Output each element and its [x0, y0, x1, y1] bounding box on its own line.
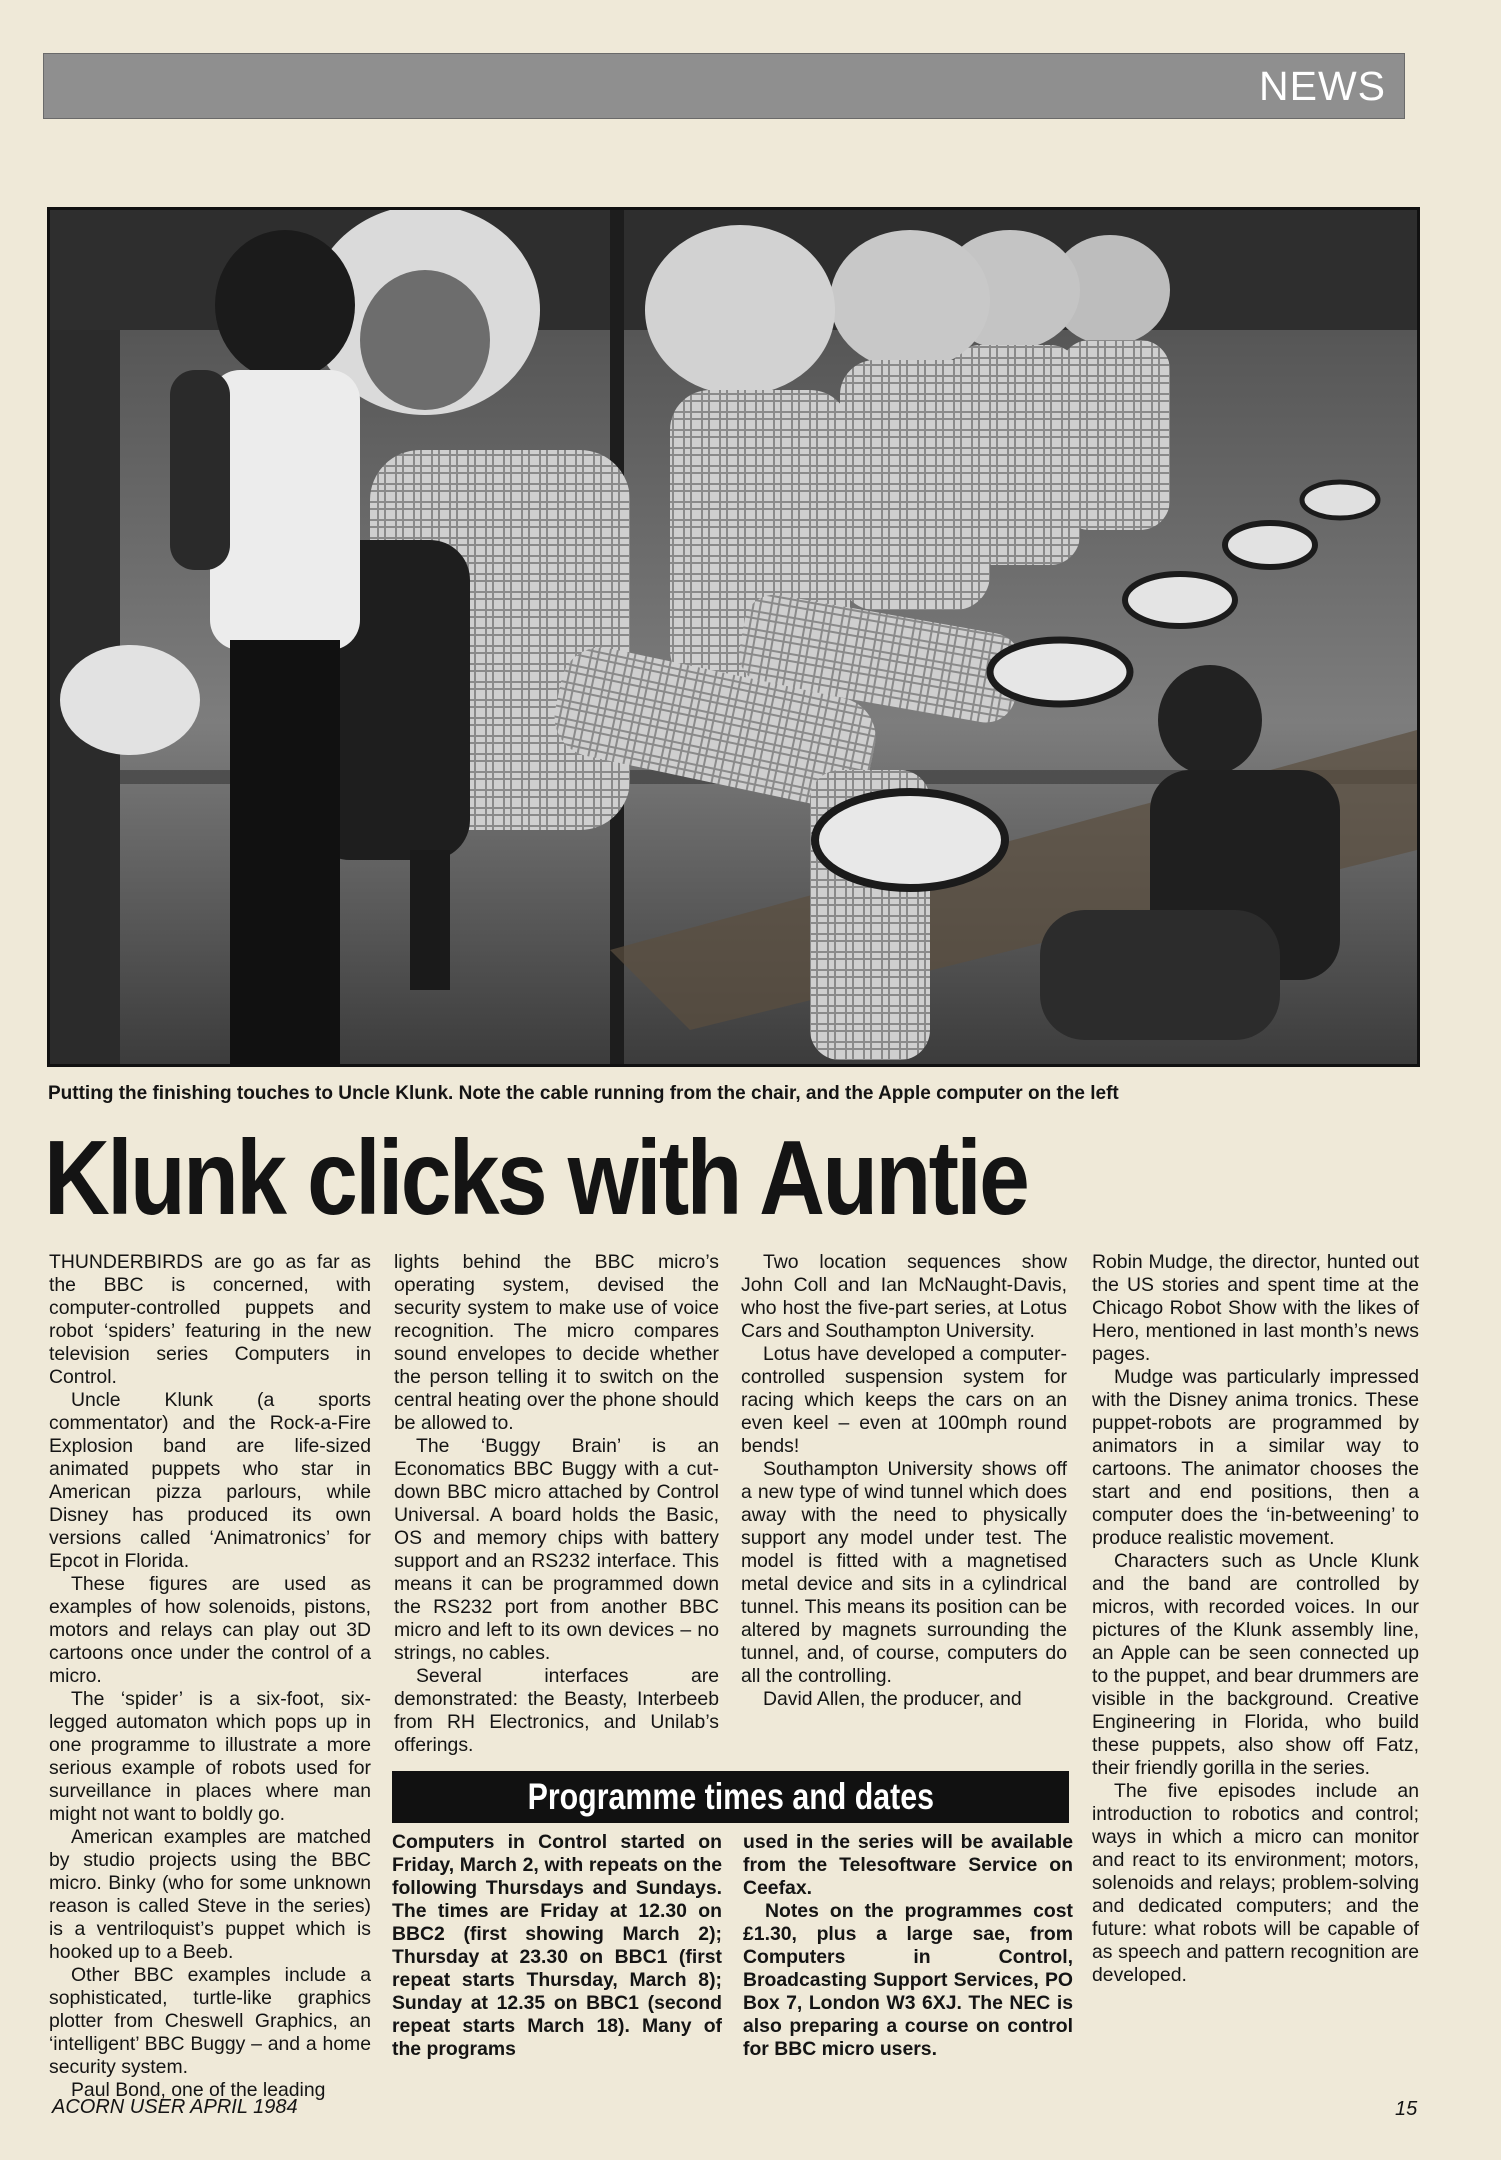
paragraph: Lotus have developed a computer-controlled suspension system for racing which keeps the cars on an even keel – even at 100mph round bends! — [741, 1343, 1067, 1457]
article-column-2 — [394, 1251, 719, 1757]
paragraph: Several interfaces are demonstrated: the Beasty, Interbeeb from RH Electronics, and Unilab’s offerings. — [394, 1665, 719, 1756]
article-column-4 — [1092, 1251, 1419, 1987]
paragraph: THUNDERBIRDS are go as far as the BBC is concerned, with computer-controlled puppets and robot ‘spiders’ featuring in the new television series Computers in Control. — [49, 1251, 371, 1388]
section-label: NEWS — [1259, 63, 1386, 109]
paragraph: These figures are used as examples of how solenoids, pistons, motors and relays can play out 3D cartoons once under the control of a micro. — [49, 1573, 371, 1687]
paragraph: The ‘spider’ is a six-foot, six-legged automaton which pops up in one programme to illustrate a more serious example of robots used for surveillance in places where man might not want to boldly go. — [49, 1688, 371, 1825]
magazine-footer: ACORN USER APRIL 1984 — [52, 2096, 298, 2118]
box-title-bar — [392, 1771, 1069, 1823]
paragraph: Two location sequences show John Coll and Ian McNaught-Davis, who host the five-part series, at Lotus Cars and Southampton University. — [741, 1251, 1067, 1342]
box-paragraph: used in the series will be available from the Telesoftware Service on Ceefax. — [743, 1831, 1073, 1899]
puppet-photo-illustration — [50, 210, 1417, 1064]
box-paragraph: Notes on the programmes cost £1.30, plus a large sae, from Computers in Control, Broadcasting Support Services, PO Box 7, London W3 6XJ. The NEC is also preparing a course on control for BBC micro users. — [743, 1900, 1073, 2060]
paragraph: Robin Mudge, the director, hunted out the US stories and spent time at the Chicago Robot Show with the likes of Hero, mentioned in last month’s news pages. — [1092, 1251, 1419, 1365]
article-photo — [47, 207, 1420, 1067]
paragraph: Paul Bond, one of the leading — [71, 2079, 326, 2101]
paragraph: Uncle Klunk (a sports commentator) and the Rock-a-Fire Explosion band are life-sized animated puppets who star in American pizza parlours, while Disney has produced its own versions called ‘Animatronics’ for Epcot in Florida. — [49, 1389, 371, 1572]
programme-times-box — [392, 1771, 1073, 2060]
photo-caption: Putting the finishing touches to Uncle Klunk. Note the cable running from the chair, and the Apple computer on the left — [48, 1083, 1119, 1104]
headline: Klunk clicks with Auntie — [44, 1119, 1028, 1237]
paragraph: The ‘Buggy Brain’ is an Economatics BBC Buggy with a cut-down BBC micro attached by Control Universal. A board holds the Basic, OS and memory chips with battery support and an RS232 interface. This means it can be programmed down the RS232 port from another BBC micro and left to its own devices – no strings, no cables. — [394, 1435, 719, 1664]
box-column-1 — [392, 1831, 722, 2061]
page-number: 15 — [1395, 2098, 1418, 2120]
section-header-bar — [43, 53, 1405, 119]
article-column-1 — [49, 1251, 371, 2102]
paragraph: American examples are matched by studio projects using the BBC micro. Binky (who for some unknown reason is called Steve in the series) is a ventriloquist’s puppet which is hooked up to a Beeb. — [49, 1826, 371, 1963]
box-paragraph: Computers in Control started on Friday, March 2, with repeats on the following Thursdays and Sundays. The times are Friday at 12.30 on BBC2 (first showing March 2); Thursday at 23.30 on BBC1 (first repeat starts Thursday, March 8); Sunday at 12.35 on BBC1 (second repeat starts March 18). Many of the programs — [392, 1831, 722, 2060]
paragraph: Southampton University shows off a new type of wind tunnel which does away with the need to physically support any model under test. The model is fitted with a magnetised metal device and sits in a cylindrical tunnel. This means its position can be altered by magnets surrounding the tunnel, and, of course, computers do all the controlling. — [741, 1458, 1067, 1687]
box-title: Programme times and dates — [527, 1776, 934, 1817]
paragraph: The five episodes include an introduction to robotics and control; ways in which a micro can monitor and react to its environment; motors, solenoids and relays; problem-solving and dedicated computers; and the future: what robots will be capable of as speech and pattern recognition are developed. — [1092, 1780, 1419, 1986]
paragraph: lights behind the BBC micro’s operating system, devised the security system to make use of voice recognition. The micro compares sound envelopes to decide whether the person telling it to switch on the central heating over the phone should be allowed to. — [394, 1251, 719, 1434]
box-column-2 — [743, 1831, 1073, 2061]
paragraph: Mudge was particularly impressed with the Disney anima tronics. These puppet-robots are programmed by animators in a similar way to cartoons. The animator chooses the start and end positions, then a computer does the ‘in-betweening’ to produce realistic movement. — [1092, 1366, 1419, 1549]
paragraph: David Allen, the producer, and — [763, 1688, 1022, 1710]
paragraph: Other BBC examples include a sophisticated, turtle-like graphics plotter from Cheswell Graphics, an ‘intelligent’ BBC Buggy – and a home security system. — [49, 1964, 371, 2078]
article-column-3 — [741, 1251, 1067, 1711]
paragraph: Characters such as Uncle Klunk and the band are controlled by micros, with recorded voices. In our pictures of the Klunk assembly line, an Apple can be seen connected up to the puppet, and bear drummers are visible in the background. Creative Engineering in Florida, who build these puppets, also show off Fatz, their friendly gorilla in the series. — [1092, 1550, 1419, 1779]
